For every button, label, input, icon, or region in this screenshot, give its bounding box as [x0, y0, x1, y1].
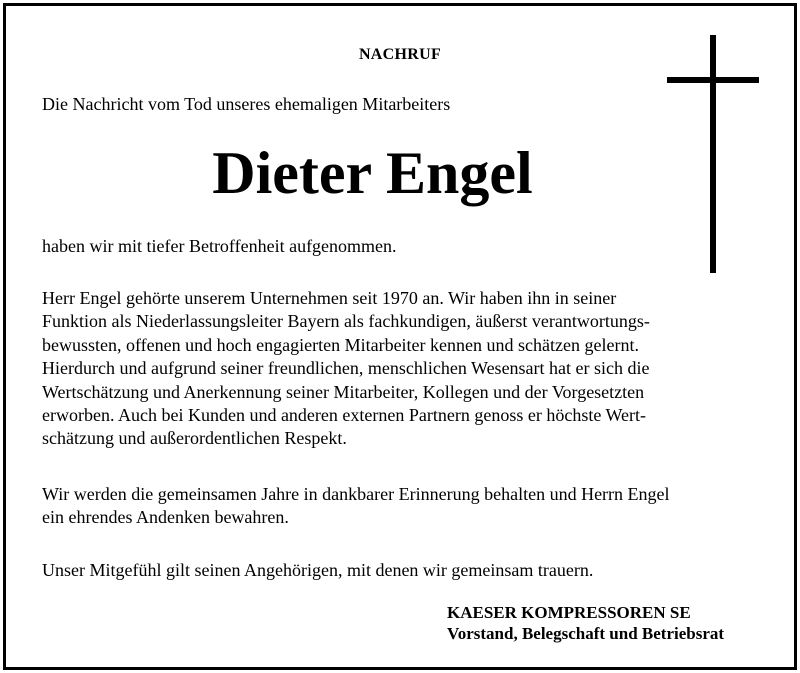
paragraph-tribute	[42, 287, 742, 451]
intro-text: Die Nachricht vom Tod unseres ehemaligen Mitarbeiters	[42, 94, 451, 114]
paragraph-line: bewussten, offenen und hoch engagierten Mitarbeiter kennen und schätzen gelernt.	[42, 334, 639, 355]
paragraph-line: Funktion als Niederlassungsleiter Bayern als fachkundigen, äußerst verantwortungs-	[42, 311, 650, 332]
paragraph-line: erworben. Auch bei Kunden und anderen externen Partnern genoss er höchste Wert-	[42, 405, 647, 426]
paragraph-line: ein ehrendes Andenken bewahren.	[42, 507, 289, 528]
paragraph-line: Wir werden die gemeinsamen Jahre in dankbarer Erinnerung behalten und Herrn Engel	[42, 484, 670, 504]
cross-horizontal-bar	[667, 77, 759, 83]
signature-group: Vorstand, Belegschaft und Betriebsrat	[447, 624, 725, 643]
paragraph-condolence	[42, 559, 742, 582]
signature-block	[447, 602, 724, 644]
paragraph-line: Wertschätzung und Anerkennung seiner Mitarbeiter, Kollegen und der Vorgesetzten	[42, 381, 645, 402]
notice-heading: NACHRUF	[358, 46, 442, 63]
cross-vertical-bar	[710, 35, 716, 273]
signature-company: KAESER KOMPRESSOREN SE	[447, 603, 691, 622]
cross-icon	[667, 35, 759, 273]
paragraph-remembrance	[42, 483, 742, 530]
paragraph-line: Unser Mitgefühl gilt seinen Angehörigen, mit denen wir gemeinsam trauern.	[42, 560, 594, 580]
after-name-text: haben wir mit tiefer Betroffenheit aufgenommen.	[42, 236, 397, 256]
deceased-name: Dieter Engel	[212, 140, 533, 206]
paragraph-line: schätzung und außerordentlichen Respekt.	[42, 428, 347, 449]
paragraph-line: Herr Engel gehörte unserem Unternehmen seit 1970 an. Wir haben ihn in seiner	[42, 288, 617, 308]
paragraph-line: Hierdurch und aufgrund seiner freundlichen, menschlichen Wesensart hat er sich die	[42, 358, 650, 379]
